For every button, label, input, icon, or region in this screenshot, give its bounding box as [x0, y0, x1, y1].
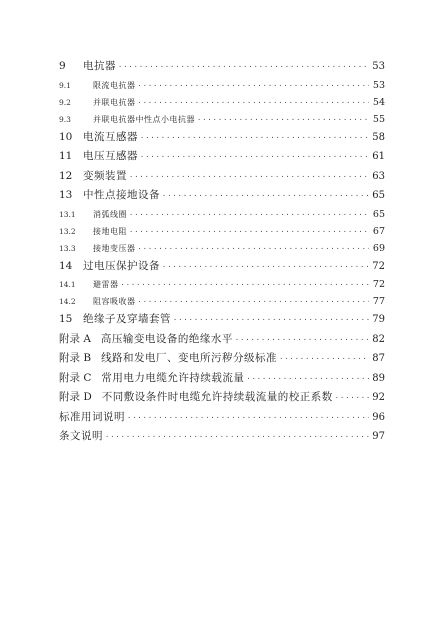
- toc-entry[interactable]: [59, 223, 385, 240]
- toc-entry[interactable]: [59, 206, 385, 223]
- toc-entry-title: 限流电抗器: [93, 80, 136, 90]
- toc-entry-page-number: 65: [372, 190, 385, 201]
- toc-leader-dots: [246, 370, 369, 389]
- toc-entry-number: 12: [59, 169, 73, 182]
- toc-entry-title: 变频装置: [83, 169, 127, 182]
- toc-entry-page-number: 82: [372, 333, 385, 345]
- toc-leader-dots: [173, 311, 369, 330]
- toc-entry-title: 消弧线圈: [93, 209, 127, 219]
- toc-entry-page-number: 53: [372, 79, 385, 91]
- toc-entry-page-number: 58: [372, 131, 385, 143]
- toc-leader-dots: [105, 428, 369, 447]
- toc-leader-dots: [162, 187, 369, 206]
- toc-entry-page-number: 63: [372, 170, 385, 182]
- toc-entry-page-number: 72: [372, 279, 385, 290]
- toc-entry-title: 阻容吸收器: [93, 297, 136, 306]
- toc-entry-title: 标准用词说明: [59, 410, 125, 423]
- toc-entry-page-number: 97: [372, 431, 385, 442]
- toc-leader-dots: [138, 241, 370, 257]
- toc-entry-title: 并联电抗器中性点小电抗器: [93, 114, 195, 124]
- toc-entry-title: 避雷器: [93, 280, 119, 289]
- toc-entry-number: 13.1: [59, 209, 76, 219]
- toc-entry-number: 13: [59, 189, 73, 201]
- toc-entry-title: 高压输变电设备的绝缘水平: [100, 332, 233, 345]
- toc-entry-number: 9: [59, 60, 66, 72]
- toc-entry-page-number: 96: [372, 411, 385, 423]
- toc-leader-dots: [129, 207, 369, 223]
- toc-entry-page-number: 67: [372, 225, 385, 237]
- toc-entry-page-number: 61: [372, 151, 385, 162]
- toc-leader-dots: [138, 78, 370, 94]
- toc-entry-page-number: 89: [372, 372, 385, 384]
- toc-entry-title: 常用电力电缆允许持续载流量: [101, 371, 245, 384]
- toc-entry[interactable]: [59, 111, 385, 128]
- toc-entry-title: 线路和发电厂、变电所污秽分级标准: [101, 352, 278, 364]
- toc-entry-title: 不同敷设条件时电缆允许持续载流量的校正系数: [101, 391, 333, 403]
- toc-entry[interactable]: [59, 147, 385, 167]
- toc-entry[interactable]: [59, 427, 385, 447]
- toc-entry[interactable]: [59, 349, 385, 369]
- toc-leader-dots: [138, 95, 370, 111]
- toc-leader-dots: [335, 389, 369, 408]
- toc-entry[interactable]: [59, 128, 385, 148]
- toc-entry[interactable]: [59, 310, 385, 330]
- toc-entry[interactable]: [59, 408, 385, 428]
- toc-entry[interactable]: [59, 186, 385, 206]
- toc-entry[interactable]: [59, 293, 385, 310]
- toc-entry-number: 9.2: [59, 97, 71, 107]
- toc-entry-page-number: 77: [372, 296, 385, 307]
- toc-entry-number: 附录 C: [59, 371, 92, 384]
- toc-entry-number: 14.1: [59, 280, 76, 289]
- toc-entry-number: 14: [59, 259, 73, 272]
- toc-entry[interactable]: [59, 257, 385, 277]
- toc-entry[interactable]: [59, 369, 385, 389]
- toc-entry-number: 附录 A: [59, 332, 91, 345]
- toc-leader-dots: [140, 148, 369, 167]
- toc-entry-page-number: 92: [372, 392, 385, 403]
- toc-entry-page-number: 55: [372, 113, 385, 125]
- toc-entry-number: 15: [59, 313, 73, 325]
- toc-leader-dots: [162, 258, 369, 277]
- toc-entry-title: 电压互感器: [83, 150, 138, 162]
- toc-entry-title: 绝缘子及穿墙套管: [83, 313, 171, 325]
- toc-entry-page-number: 87: [372, 353, 385, 364]
- toc-entry-number: 附录 B: [59, 352, 92, 364]
- toc-entry-title: 过电压保护设备: [83, 259, 160, 272]
- toc-entry[interactable]: [59, 94, 385, 111]
- toc-entry[interactable]: [59, 276, 385, 293]
- table-of-contents: [59, 57, 385, 447]
- toc-entry-number: 13.3: [59, 243, 76, 253]
- toc-leader-dots: [129, 224, 369, 240]
- toc-entry[interactable]: [59, 240, 385, 257]
- toc-entry[interactable]: [59, 330, 385, 350]
- toc-entry-title: 接地电阻: [93, 226, 127, 236]
- toc-leader-dots: [127, 409, 369, 428]
- toc-entry-page-number: 72: [372, 260, 385, 272]
- toc-entry-number: 13.2: [59, 226, 76, 236]
- toc-entry-page-number: 54: [372, 96, 385, 108]
- toc-entry[interactable]: [59, 167, 385, 187]
- toc-leader-dots: [235, 331, 369, 350]
- toc-entry-number: 附录 D: [59, 391, 92, 403]
- toc-entry-number: 11: [59, 150, 73, 162]
- toc-entry-page-number: 65: [372, 208, 385, 220]
- toc-leader-dots: [129, 168, 369, 187]
- toc-entry-number: 10: [59, 130, 73, 143]
- toc-entry-page-number: 69: [372, 242, 385, 254]
- toc-entry-title: 接地变压器: [93, 243, 136, 253]
- toc-leader-dots: [121, 277, 370, 293]
- toc-leader-dots: [118, 58, 369, 77]
- toc-entry-title: 条文说明: [59, 430, 103, 442]
- toc-entry-page-number: 79: [372, 314, 385, 325]
- toc-leader-dots: [138, 294, 370, 310]
- toc-entry-number: 9.1: [59, 80, 71, 90]
- toc-entry-number: 14.2: [59, 297, 76, 306]
- toc-entry[interactable]: [59, 77, 385, 94]
- toc-entry-title: 电流互感器: [83, 130, 138, 143]
- toc-entry-number: 9.3: [59, 114, 71, 124]
- toc-entry[interactable]: [59, 388, 385, 408]
- toc-entry[interactable]: [59, 57, 385, 77]
- toc-entry-title: 中性点接地设备: [83, 189, 160, 201]
- toc-entry-title: 电抗器: [83, 60, 116, 72]
- toc-leader-dots: [140, 129, 369, 148]
- toc-entry-title: 并联电抗器: [93, 97, 136, 107]
- toc-leader-dots: [279, 350, 369, 369]
- toc-leader-dots: [197, 112, 369, 128]
- toc-entry-page-number: 53: [372, 61, 385, 72]
